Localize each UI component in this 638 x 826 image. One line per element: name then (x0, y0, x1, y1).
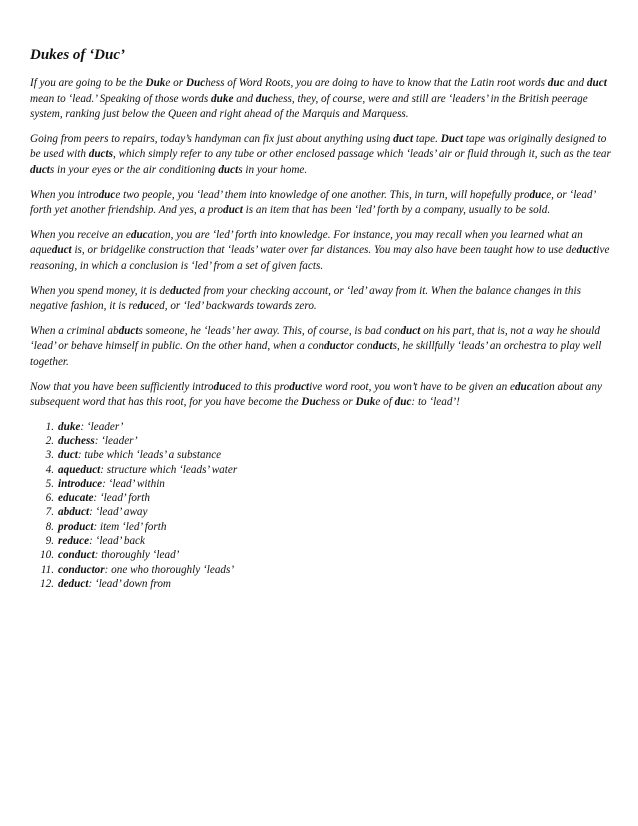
list-definition: : item ‘led’ forth (93, 520, 167, 533)
list-term: abduct (58, 506, 90, 519)
paragraph-6 (30, 324, 614, 371)
list-number: 9. (45, 535, 54, 548)
root-highlight: duc (255, 92, 273, 105)
root-highlight: duc (547, 77, 565, 89)
root-highlight: duct (393, 132, 414, 145)
root-highlight: Duk (355, 396, 376, 409)
list-term: introduce (58, 477, 103, 490)
text-run: ed, or ‘led’ backwards towards zero. (154, 300, 317, 313)
text-run: , which simply refer to any tube or other enclosed passage which ‘leads’ air or fluid through it, such as the tear (112, 148, 611, 161)
root-highlight: duct (372, 340, 393, 353)
paragraph-1 (30, 76, 614, 123)
list-number: 3. (45, 449, 54, 462)
list-item (45, 463, 614, 477)
root-highlight: duct (289, 380, 310, 393)
text-run: When you spend money, it is de (30, 284, 171, 297)
text-run: e, or ‘lead’ forth yet another friendship. And yes, a pro (30, 188, 595, 217)
text-run: s someone, he ‘leads’ her away. This, of course, is bad con (138, 324, 401, 337)
root-highlight: duct (323, 340, 344, 353)
paragraph-7 (30, 380, 614, 411)
text-run: and (564, 77, 587, 89)
root-highlight: ducts (88, 148, 113, 161)
root-highlight: duc (98, 188, 116, 201)
list-term: product (58, 520, 94, 533)
root-highlight: duct (118, 324, 139, 337)
text-run: When you intro (30, 188, 99, 201)
list-item (40, 577, 614, 591)
list-definition: : ‘lead’ within (102, 477, 165, 490)
list-definition: : ‘leader’ (94, 434, 138, 447)
list-number: 4. (45, 463, 54, 476)
list-definition: : ‘lead’ down from (88, 577, 172, 590)
root-highlight: duct (170, 284, 191, 297)
word-list (30, 420, 614, 592)
text-run: e or (165, 77, 186, 89)
root-highlight: duct (218, 163, 239, 176)
list-item (45, 434, 614, 448)
list-definition: : thoroughly ‘lead’ (94, 549, 180, 562)
list-number: 11. (40, 563, 54, 576)
text-run: When you receive an e (30, 228, 131, 241)
paragraph-3 (30, 188, 614, 219)
text-run: hess of Word Roots, you are doing to have to know that the Latin root words (205, 77, 548, 89)
text-run: ive reasoning, in which a conclusion is ‘led’ from a set of given facts. (30, 244, 610, 272)
paragraph-4 (30, 228, 614, 275)
list-item (45, 505, 614, 519)
text-run: is an item that has been ‘led’ forth by a company, usually to be sold. (242, 204, 551, 217)
list-definition: : ‘leader’ (80, 420, 124, 433)
root-highlight: duc (137, 300, 155, 313)
text-run: ed from your checking account, or ‘led’ away from it. When the balance changes in this negative fashion, it is re (30, 284, 581, 313)
root-highlight: duct (222, 204, 243, 217)
root-highlight: duc (394, 396, 412, 409)
root-highlight: duc (529, 188, 547, 201)
list-number: 1. (45, 420, 54, 433)
list-definition: : ‘lead’ away (89, 506, 148, 519)
list-item (40, 563, 614, 577)
list-item (45, 520, 614, 534)
root-highlight: Duc (185, 77, 206, 89)
list-number: 7. (45, 506, 54, 519)
root-highlight: duct (586, 77, 607, 89)
text-run: or con (343, 340, 373, 353)
text-run: ive word root, you won’t have to be given an e (309, 380, 515, 393)
paragraph-5 (30, 284, 614, 315)
text-run: When a criminal ab (30, 324, 119, 337)
text-run: on his part, that is, not a way he should ‘lead’ or behave himself in public. On the other hand, when a con (30, 324, 600, 353)
text-run: tape. (413, 132, 441, 145)
list-item (45, 534, 614, 548)
list-number: 2. (45, 434, 54, 447)
list-item (45, 448, 614, 462)
list-number: 12. (40, 577, 54, 590)
root-highlight: Duc (301, 396, 321, 409)
text-run: e of (375, 396, 395, 409)
list-number: 6. (45, 492, 54, 505)
text-run: s, he skillfully ‘leads’ an orchestra to play well together. (30, 340, 602, 368)
document-title: Dukes of ‘Duc’ (30, 47, 125, 63)
root-highlight: Duct (440, 132, 464, 145)
text-run: e two people, you ‘lead’ them into knowledge of one another. This, in turn, will hopefully pro (115, 188, 530, 201)
paragraph-2 (30, 132, 614, 179)
root-highlight: duc (130, 228, 148, 241)
list-term: deduct (58, 577, 89, 590)
body-text (30, 76, 614, 411)
text-run: : to ‘lead’! (411, 396, 460, 409)
text-run: s in your eyes or the air conditioning (49, 163, 219, 176)
root-highlight: duc (514, 380, 532, 393)
text-run: mean to ‘lead.’ Speaking of those words (30, 92, 212, 105)
list-definition: : ‘lead’ back (89, 535, 145, 548)
list-item (45, 477, 614, 491)
document-page (30, 46, 614, 591)
list-item (40, 548, 614, 562)
root-highlight: duct (576, 244, 597, 257)
list-definition: : tube which ‘leads’ a substance (77, 449, 222, 462)
text-run: Now that you have been sufficiently intro (30, 380, 214, 393)
list-term: duke (58, 420, 81, 433)
root-highlight: duct (51, 244, 72, 257)
list-number: 5. (45, 477, 54, 490)
list-number: 8. (45, 520, 54, 533)
text-run: hess, they, of course, were and still are ‘leaders’ in the British peerage system, ranking just below the Queen and right ahead of the Marquis and Marquess. (30, 92, 588, 121)
text-run: Going from peers to repairs, today’s handyman can fix just about anything using (30, 132, 394, 145)
text-run: ation, you are ‘led’ forth into knowledge. For instance, you may recall when you learned what an aque (30, 228, 583, 257)
list-term: educate (58, 492, 94, 505)
list-term: reduce (58, 535, 90, 548)
text-run: ation about any subsequent word that has this root, for you have become the (30, 380, 602, 409)
list-item (45, 420, 614, 434)
text-run: s in your home. (238, 163, 308, 176)
text-run: ed to this pro (230, 380, 290, 393)
list-term: conduct (58, 549, 95, 562)
root-highlight: duct (30, 163, 50, 176)
root-highlight: Duk (145, 77, 166, 89)
root-highlight: duct (400, 324, 421, 337)
list-definition: : one who thoroughly ‘leads’ (104, 563, 235, 576)
list-term: conductor (58, 563, 105, 576)
list-term: duct (58, 449, 78, 462)
root-highlight: duke (211, 92, 234, 105)
list-number: 10. (40, 549, 54, 562)
list-term: duchess (58, 434, 95, 447)
text-run: If you are going to be the (30, 77, 146, 89)
root-highlight: duc (213, 380, 231, 393)
list-item (45, 491, 614, 505)
text-run: tape was originally designed to be used with (30, 132, 607, 161)
list-definition: : ‘lead’ forth (93, 492, 150, 505)
text-run: is, or bridgelike construction that ‘leads’ water over far distances. You may also have been taught how to use de (71, 244, 577, 257)
list-term: aqueduct (58, 463, 101, 476)
text-run: hess or (320, 396, 356, 409)
text-run: and (233, 92, 256, 105)
list-definition: : structure which ‘leads’ water (100, 463, 238, 476)
